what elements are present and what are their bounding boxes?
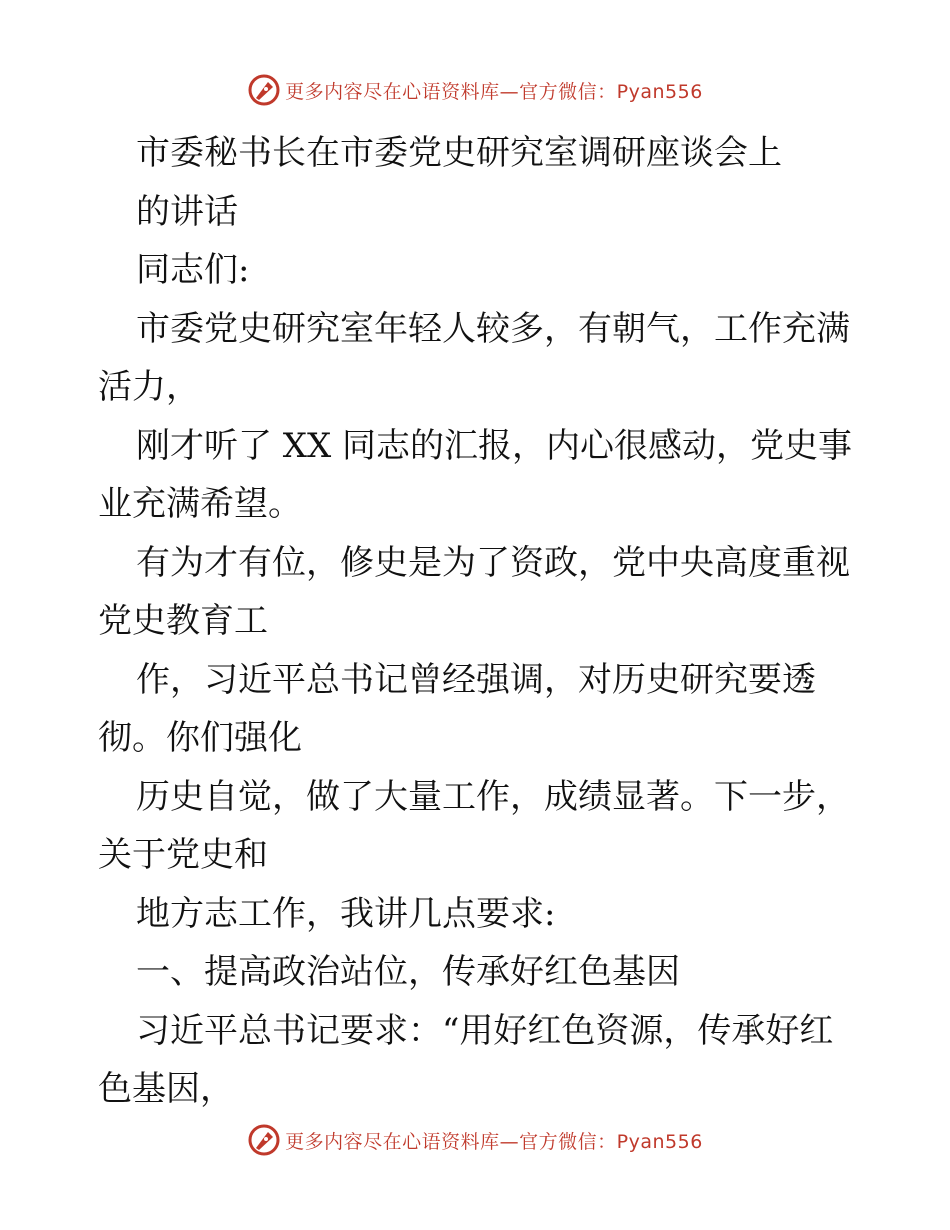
paragraph-line: 历史自觉，做了大量工作，成绩显著。下一步， xyxy=(136,776,850,817)
footer-banner-text: 更多内容尽在心语资料库—官方微信：Pyan556 xyxy=(285,1130,703,1153)
pen-nib-logo-icon xyxy=(247,73,281,107)
paragraph-line: 地方志工作，我讲几点要求: xyxy=(136,893,556,934)
paragraph-line: 习近平总书记要求：“用好红色资源，传承好红 xyxy=(136,1010,834,1051)
paragraph-line: 市委党史研究室年轻人较多，有朝气，工作充满 xyxy=(136,308,850,349)
header-banner xyxy=(0,72,950,108)
paragraph-line: 关于党史和 xyxy=(98,835,268,875)
paragraph-line: 业充满希望。 xyxy=(98,484,302,524)
document-body xyxy=(98,124,858,1119)
footer-banner xyxy=(0,1122,950,1158)
header-banner-text: 更多内容尽在心语资料库—官方微信：Pyan556 xyxy=(285,80,703,103)
pen-nib-logo-icon xyxy=(247,1123,281,1157)
document-title-line-2: 的讲话 xyxy=(136,191,238,232)
paragraph-line: 有为才有位，修史是为了资政，党中央高度重视 xyxy=(136,542,850,583)
paragraph-line: 刚才听了 XX 同志的汇报，内心很感动，党史事 xyxy=(136,425,853,466)
section-heading: 一、提高政治站位，传承好红色基因 xyxy=(136,952,680,992)
paragraph-line: 色基因， xyxy=(98,1069,234,1109)
paragraph-line: 彻。你们强化 xyxy=(98,718,302,758)
document-title-line-1: 市委秘书长在市委党史研究室调研座谈会上 xyxy=(136,133,782,173)
salutation: 同志们: xyxy=(136,250,250,290)
paragraph-line: 党史教育工 xyxy=(98,601,268,641)
paragraph-line: 作，习近平总书记曾经强调，对历史研究要透 xyxy=(136,659,816,700)
paragraph-line: 活力， xyxy=(98,367,200,407)
